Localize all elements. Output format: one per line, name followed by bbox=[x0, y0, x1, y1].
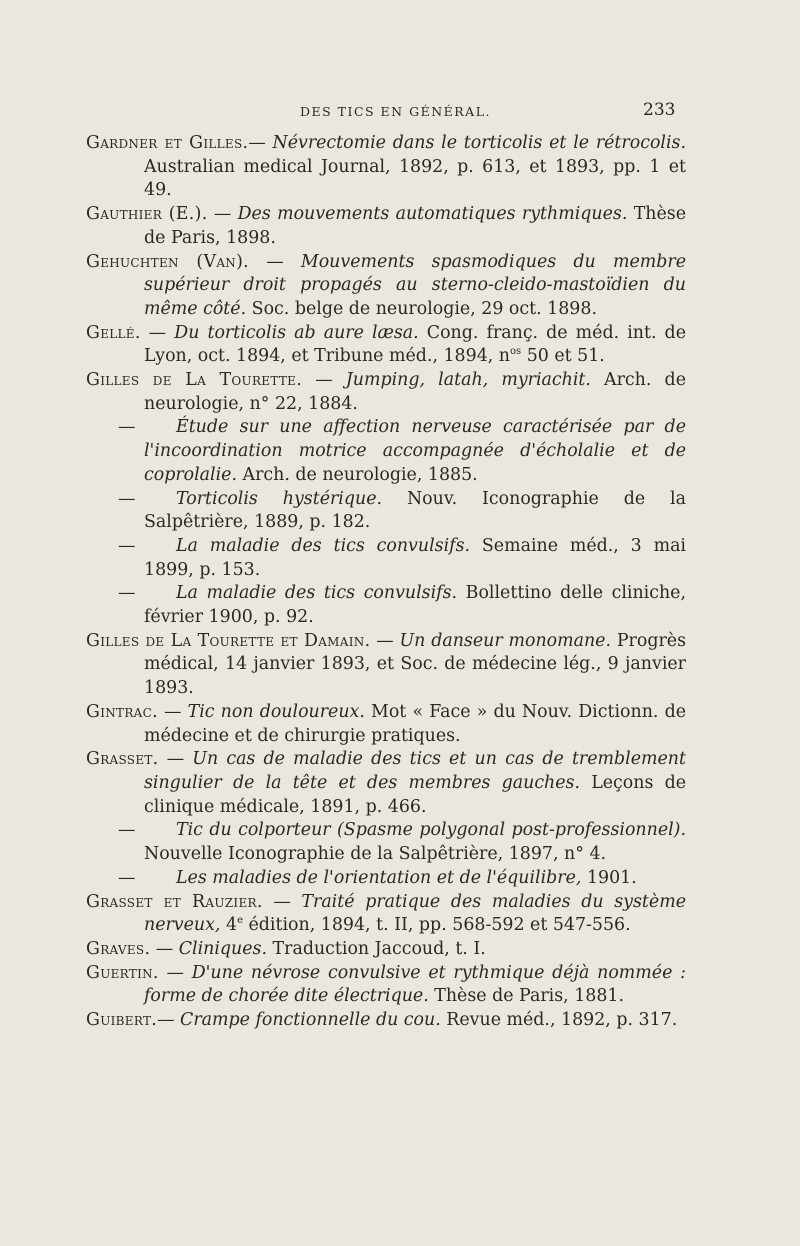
bibliography-entry: Gehuchten (Van). — Mouvements spasmodiques du membre supérieur droit propagés au sterno-cleido-mastoïdien du même côté. Soc. belge de neurologie, 29 oct. 1898. bbox=[86, 251, 686, 319]
bibliography-entry: Gellé. — Du torticolis ab aure læsa. Cong. franç. de méd. int. de Lyon, oct. 1894, et Tribune méd., 1894, $n^{os}$ 50 et 51. bbox=[86, 322, 686, 367]
entry-author: Gehuchten (Van). bbox=[86, 251, 250, 272]
entry-citation: Cong. franç. de méd. int. de Lyon, oct. 1894, et Tribune méd., 1894, n bbox=[144, 322, 686, 367]
entry-citation: Traduction Jaccoud, t. I. bbox=[267, 938, 486, 959]
entry-citation: Arch. de neurologie, 1885. bbox=[237, 464, 478, 485]
ditto-dash: — bbox=[118, 488, 136, 509]
entry-author: Gintrac. bbox=[86, 701, 158, 722]
entry-title: Tic du colporteur (Spasme polygonal post-professionnel). bbox=[176, 820, 686, 841]
entry-author: Gilles de La Tourette et Damain. bbox=[86, 630, 371, 651]
bibliography-entry: Gintrac. — Tic non douloureux. Mot « Face » du Nouv. Dictionn. de médecine et de chirurgie pratiques. bbox=[86, 701, 686, 746]
page-number: 233 bbox=[643, 100, 676, 120]
bibliography-entry bbox=[86, 488, 686, 535]
entry-citation: Arch. de neurologie, n° 22, 1884. bbox=[144, 370, 686, 414]
entry-citation: Australian medical Journal, 1892, p. 613, et 1893, pp. 1 et 49. bbox=[144, 156, 686, 201]
entry-citation: Nouv. Iconographie de la Salpêtrière, 1889, p. 182. bbox=[144, 488, 686, 533]
entry-citation: Semaine méd., 3 mai 1899, p. 153. bbox=[144, 535, 686, 580]
bibliography-entry: Gilles de La Tourette. — Jumping, latah, myriachit. Arch. de neurologie, n° 22, 1884. bbox=[86, 370, 686, 414]
running-title: DES TICS EN GÉNÉRAL. bbox=[300, 104, 491, 119]
entry-author: Guertin. bbox=[86, 962, 159, 983]
bibliography-entry bbox=[86, 582, 686, 629]
entry-title: Crampe fonctionnelle du cou. bbox=[180, 1010, 441, 1031]
entry-author: Gauthier (E.). bbox=[86, 204, 208, 225]
entry-title: Cliniques. bbox=[178, 938, 268, 959]
entry-citation: Revue méd., 1892, p. 317. bbox=[440, 1010, 678, 1031]
entry-title: Jumping, latah, myriachit. bbox=[345, 370, 591, 391]
entry-title: Étude sur une affection nerveuse caractérisée par de l'incoordination motrice accompagnée d'écholalie et de coprolalie. bbox=[144, 417, 686, 485]
entry-author: Grasset et Rauzier. bbox=[86, 891, 263, 912]
bibliography-entry: Guertin. — D'une névrose convulsive et rythmique déjà nommée : forme de chorée dite électrique. Thèse de Paris, 1881. bbox=[86, 962, 686, 1007]
entry-title: Les maladies de l'orientation et de l'équilibre, bbox=[176, 867, 582, 888]
entry-citation: Bollettino delle cliniche, février 1900, p. 92. bbox=[144, 583, 686, 628]
entry-author: Grasset. bbox=[86, 749, 159, 770]
entry-citation: Nouvelle Iconographie de la Salpêtrière, 1897, n° 4. bbox=[144, 844, 607, 865]
entry-title: D'une névrose convulsive et rythmique déjà nommée : forme de chorée dite électrique. bbox=[144, 962, 686, 1007]
entry-citation: Progrès médical, 14 janvier 1893, et Soc. de médecine lég., 9 janvier 1893. bbox=[144, 630, 686, 699]
entry-title: Du torticolis ab aure læsa. bbox=[174, 322, 419, 343]
bibliography-entry: Guibert.— Crampe fonctionnelle du cou. Revue méd., 1892, p. 317. bbox=[86, 1010, 678, 1031]
bibliography-entry: Gauthier (E.). — Des mouvements automatiques rythmiques. Thèse de Paris, 1898. bbox=[86, 204, 686, 248]
entry-title: Torticolis hystérique. bbox=[176, 488, 383, 509]
entry-citation: 4 bbox=[220, 915, 238, 936]
bibliography-entry bbox=[86, 535, 686, 582]
entry-citation: 1901. bbox=[581, 867, 637, 888]
ditto-dash: — bbox=[118, 417, 136, 438]
bibliography-entry: Gilles de La Tourette et Damain. — Un danseur monomane. Progrès médical, 14 janvier 1893, et Soc. de médecine lég., 9 janvier 1893. bbox=[86, 630, 686, 699]
entry-author: Graves. bbox=[86, 938, 151, 959]
ditto-dash: — bbox=[118, 583, 136, 604]
entry-title: Un danseur monomane. bbox=[399, 630, 611, 651]
entry-citation: Mot « Face » du Nouv. Dictionn. de médecine et de chirurgie pratiques. bbox=[144, 701, 686, 746]
entry-citation: Soc. belge de neurologie, 29 oct. 1898. bbox=[246, 298, 597, 319]
bibliography-entry bbox=[86, 867, 686, 891]
ditto-dash: — bbox=[118, 867, 136, 888]
entry-author: Gilles de La Tourette. bbox=[86, 370, 303, 391]
ditto-dash: — bbox=[118, 820, 136, 841]
bibliography-entry: Graves. — Cliniques. Traduction Jaccoud, t. I. bbox=[86, 938, 486, 959]
bibliography-entry bbox=[86, 416, 686, 487]
entry-title: Un cas de maladie des tics et un cas de tremblement singulier de la tête et des membres gauches. bbox=[144, 749, 686, 793]
bibliography-entry: Grasset. — Un cas de maladie des tics et un cas de tremblement singulier de la tête et des membres gauches. Leçons de clinique médicale, 1891, p. 466. bbox=[86, 749, 686, 817]
entry-title: Traité pratique des maladies du système nerveux, bbox=[144, 891, 686, 936]
entry-author: Gardner et Gilles. bbox=[86, 133, 249, 153]
entry-citation: Thèse de Paris, 1881. bbox=[428, 986, 624, 1007]
entry-citation: Thèse de Paris, 1898. bbox=[144, 204, 686, 248]
entry-title: La maladie des tics convulsifs. bbox=[176, 535, 471, 556]
running-header bbox=[0, 100, 800, 124]
bibliography-list bbox=[86, 132, 686, 1033]
entry-author: Guibert. bbox=[86, 1010, 158, 1031]
entry-title: Tic non douloureux. bbox=[187, 701, 365, 722]
entry-title: Névrectomie dans le torticolis et le rétrocolis. bbox=[272, 133, 686, 153]
bibliography-entry bbox=[86, 819, 686, 866]
entry-title: La maladie des tics convulsifs. bbox=[176, 583, 458, 604]
entry-author: Gellé. bbox=[86, 322, 141, 343]
ditto-dash: — bbox=[118, 535, 136, 556]
entry-citation: Leçons de clinique médicale, 1891, p. 466. bbox=[144, 772, 686, 817]
entry-title: Mouvements spasmodiques du membre supérieur droit propagés au sterno-cleido-mastoïdien du même côté. bbox=[144, 251, 686, 319]
bibliography-entry: Grasset et Rauzier. — Traité pratique des maladies du système nerveux, 4e édition, 1894, t. II, pp. 568-592 et 547-556. bbox=[86, 891, 686, 936]
bibliography-entry: Gardner et Gilles.— Névrectomie dans le torticolis et le rétrocolis. Australian medical Journal, 1892, p. 613, et 1893, pp. 1 et 49. bbox=[86, 133, 686, 201]
entry-title: Des mouvements automatiques rythmiques. bbox=[237, 204, 628, 225]
